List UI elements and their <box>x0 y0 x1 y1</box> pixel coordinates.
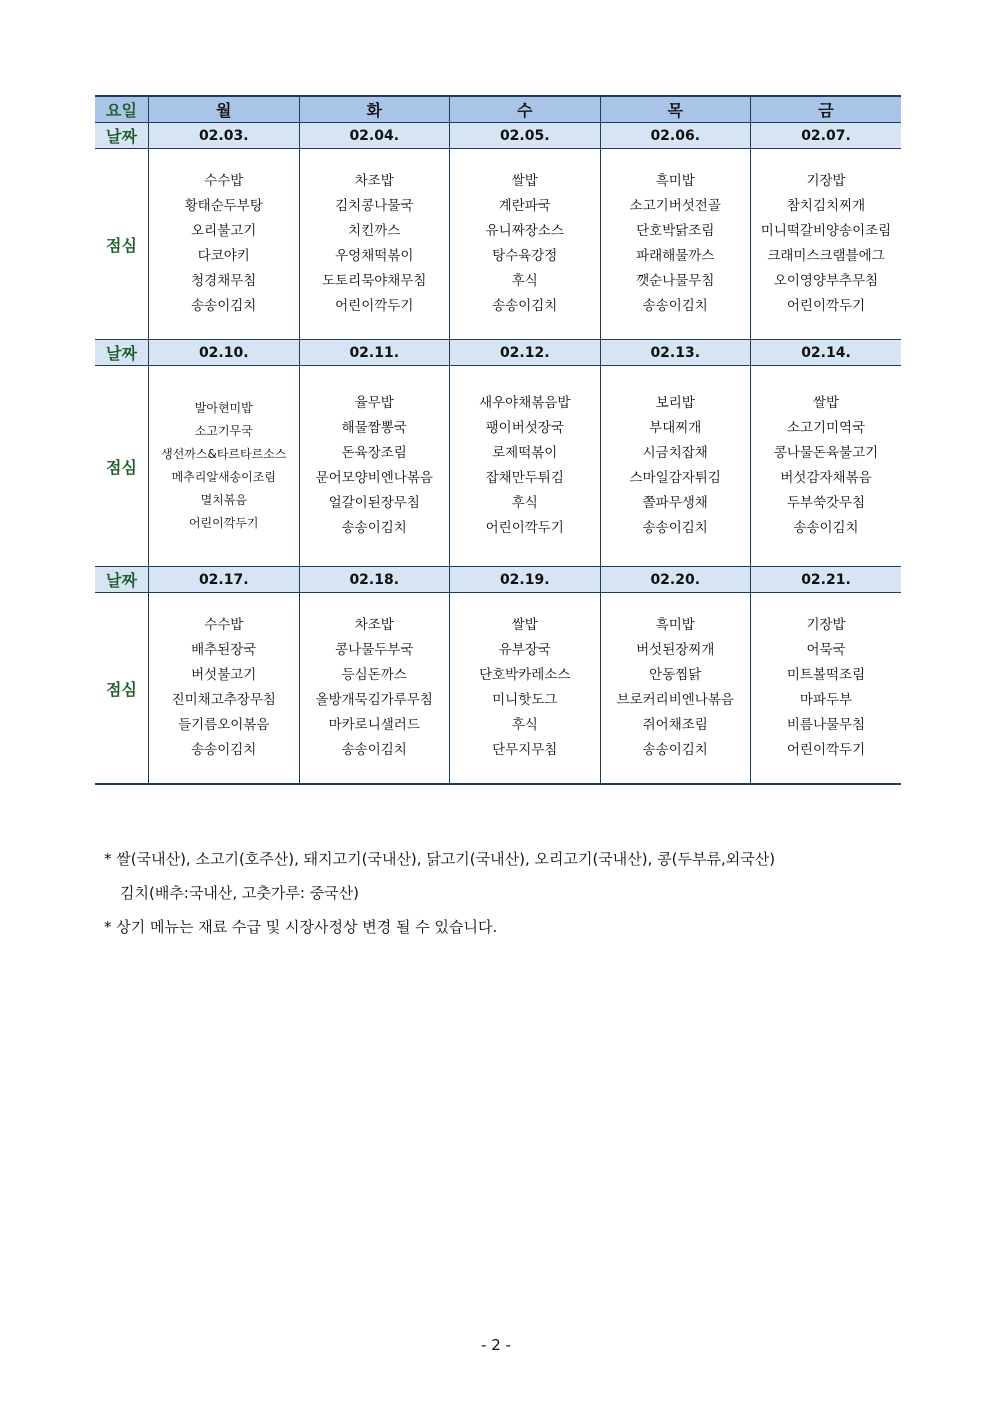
origin-note: * 쌀(국내산), 소고기(호주산), 돼지고기(국내산), 닭고기(국내산), 오리고기(국내산), 콩(두부류,외국산) <box>104 850 776 868</box>
menu-item: 콩나물두부국 <box>335 642 414 658</box>
menu-item: 송송이김치 <box>191 298 257 314</box>
menu-item: 비름나물무침 <box>786 717 866 733</box>
menu-item: 어린이깍두기 <box>335 298 414 314</box>
menu-item: 들기름오이볶음 <box>178 717 270 733</box>
menu-cell <box>600 593 751 785</box>
menu-item: 송송이김치 <box>642 298 708 314</box>
menu-item: 도토리묵야채무침 <box>322 273 427 289</box>
menu-cell <box>299 593 450 785</box>
menu-item: 기장밥 <box>806 173 846 189</box>
menu-item-list <box>450 169 600 319</box>
menu-item: 소고기버섯전골 <box>629 198 721 214</box>
menu-item: 올방개묵김가루무침 <box>315 692 433 708</box>
date-cell: 02.14. <box>751 340 902 366</box>
menu-item-list <box>751 613 901 763</box>
menu-item: 배추된장국 <box>191 642 257 658</box>
menu-item: 유부장국 <box>498 642 551 658</box>
menu-item: 브로커리비엔나볶음 <box>616 692 734 708</box>
date-row-label: 날짜 <box>95 123 149 149</box>
menu-cell <box>149 149 300 340</box>
menu-cell <box>450 149 601 340</box>
lunch-row <box>95 593 901 785</box>
menu-cell <box>450 366 601 567</box>
menu-cell <box>751 366 902 567</box>
menu-item-list <box>601 391 751 541</box>
menu-cell <box>600 366 751 567</box>
menu-item-list <box>751 391 901 541</box>
date-cell: 02.19. <box>450 567 601 593</box>
menu-item: 오리불고기 <box>191 223 257 239</box>
menu-item: 쌀밥 <box>511 173 538 189</box>
notes <box>104 842 775 944</box>
menu-item: 치킨까스 <box>348 223 401 239</box>
menu-item-list <box>149 613 299 763</box>
menu-item-list <box>450 613 600 763</box>
menu-item: 유니짜장소스 <box>485 223 564 239</box>
menu-item: 소고기미역국 <box>786 420 866 436</box>
date-cell: 02.11. <box>299 340 450 366</box>
menu-item: 파래해물까스 <box>636 248 715 264</box>
menu-item: 시금치잡채 <box>642 445 708 461</box>
menu-item: 로제떡볶이 <box>492 445 558 461</box>
day-header: 월 <box>149 96 300 123</box>
menu-item: 어린이깍두기 <box>485 520 564 536</box>
menu-cell <box>751 593 902 785</box>
menu-item-list <box>450 391 600 541</box>
menu-item: 크래미스크램블에그 <box>767 248 885 264</box>
date-cell: 02.07. <box>751 123 902 149</box>
menu-item: 쫄파무생채 <box>642 495 708 511</box>
date-row-label: 날짜 <box>95 567 149 593</box>
date-row <box>95 340 901 366</box>
menu-item: 수수밥 <box>204 173 244 189</box>
date-cell: 02.18. <box>299 567 450 593</box>
menu-item: 우엉채떡볶이 <box>335 248 414 264</box>
menu-item: 메추리알새송이조림 <box>171 470 276 484</box>
menu-item: 어묵국 <box>806 642 846 658</box>
date-row-label: 날짜 <box>95 340 149 366</box>
menu-item: 쥐어채조림 <box>642 717 708 733</box>
lunch-row <box>95 366 901 567</box>
day-header: 화 <box>299 96 450 123</box>
menu-item: 쌀밥 <box>812 395 840 411</box>
day-header-label: 요일 <box>95 96 149 123</box>
menu-cell <box>299 366 450 567</box>
date-cell: 02.05. <box>450 123 601 149</box>
menu-cell <box>149 366 300 567</box>
menu-item: 오이영양부추무침 <box>773 273 879 289</box>
menu-item: 단무지무침 <box>492 742 558 758</box>
menu-item: 미니떡갈비양송이조림 <box>760 223 892 239</box>
menu-item: 해물짬뽕국 <box>341 420 407 436</box>
menu-item: 송송이김치 <box>492 298 558 314</box>
date-row <box>95 567 901 593</box>
menu-cell <box>149 593 300 785</box>
date-row <box>95 123 901 149</box>
date-cell: 02.13. <box>600 340 751 366</box>
menu-cell <box>299 149 450 340</box>
menu-item: 발아현미밥 <box>194 401 253 415</box>
menu-item: 생선까스&타르타르소스 <box>161 447 287 461</box>
menu-item: 마카로니샐러드 <box>328 717 420 733</box>
date-cell: 02.21. <box>751 567 902 593</box>
menu-item: 깻순나물무침 <box>636 273 715 289</box>
menu-item-list <box>300 391 450 541</box>
header-row <box>95 96 901 123</box>
menu-item: 율무밥 <box>354 395 394 411</box>
menu-item: 미트볼떡조림 <box>786 667 866 683</box>
menu-item: 어린이깍두기 <box>188 516 259 530</box>
day-header: 목 <box>600 96 751 123</box>
menu-item: 송송이김치 <box>642 520 708 536</box>
menu-item: 흑미밥 <box>655 617 695 633</box>
menu-item: 기장밥 <box>806 617 846 633</box>
menu-item: 스마일감자튀김 <box>629 470 721 486</box>
menu-item: 쌀밥 <box>511 617 538 633</box>
menu-item: 송송이김치 <box>191 742 257 758</box>
menu-item: 버섯불고기 <box>191 667 257 683</box>
lunch-row-label: 점심 <box>95 149 149 340</box>
menu-item: 다코야키 <box>197 248 250 264</box>
menu-item-list <box>751 169 901 319</box>
menu-item: 참치김치찌개 <box>786 198 866 214</box>
menu-item: 차조밥 <box>354 173 394 189</box>
menu-item: 안동찜닭 <box>649 667 702 683</box>
menu-item-list <box>149 169 299 319</box>
menu-item: 단호박닭조림 <box>636 223 715 239</box>
menu-item: 소고기무국 <box>194 424 253 438</box>
menu-item: 황태순두부탕 <box>184 198 263 214</box>
menu-item: 수수밥 <box>204 617 244 633</box>
date-cell: 02.17. <box>149 567 300 593</box>
menu-item: 팽이버섯장국 <box>485 420 564 436</box>
menu-item: 진미채고추장무침 <box>171 692 276 708</box>
menu-item: 얼갈이된장무침 <box>328 495 420 511</box>
menu-cell <box>600 149 751 340</box>
meal-menu-table <box>95 95 901 785</box>
menu-item: 어린이깍두기 <box>786 742 866 758</box>
menu-item-list <box>601 169 751 319</box>
menu-item: 새우야채볶음밥 <box>479 395 571 411</box>
date-cell: 02.04. <box>299 123 450 149</box>
menu-item: 후식 <box>511 273 538 289</box>
menu-cell <box>751 149 902 340</box>
menu-item: 차조밥 <box>354 617 394 633</box>
menu-item: 돈육장조림 <box>341 445 407 461</box>
menu-item-list <box>300 613 450 763</box>
menu-item: 등심돈까스 <box>341 667 407 683</box>
menu-change-note: * 상기 메뉴는 재료 수급 및 시장사정상 변경 될 수 있습니다. <box>104 918 498 936</box>
menu-item: 버섯된장찌개 <box>636 642 715 658</box>
menu-item: 버섯감자채볶음 <box>780 470 872 486</box>
menu-item: 후식 <box>511 717 538 733</box>
menu-item-list <box>300 169 450 319</box>
menu-item: 부대찌개 <box>649 420 702 436</box>
lunch-row-label: 점심 <box>95 593 149 785</box>
menu-item: 김치콩나물국 <box>335 198 414 214</box>
menu-item: 흑미밥 <box>655 173 695 189</box>
date-cell: 02.20. <box>600 567 751 593</box>
date-cell: 02.10. <box>149 340 300 366</box>
menu-item: 보리밥 <box>655 395 695 411</box>
kimchi-origin-note: 김치(배추:국내산, 고춧가루: 중국산) <box>120 884 359 902</box>
menu-item: 후식 <box>511 495 538 511</box>
menu-item: 계란파국 <box>498 198 551 214</box>
menu-item: 문어모양비엔나볶음 <box>315 470 433 486</box>
date-cell: 02.03. <box>149 123 300 149</box>
menu-item: 송송이김치 <box>341 520 407 536</box>
day-header: 수 <box>450 96 601 123</box>
menu-item: 잡채만두튀김 <box>485 470 564 486</box>
menu-item: 멸치볶음 <box>200 493 247 507</box>
date-cell: 02.12. <box>450 340 601 366</box>
menu-item: 콩나물돈육불고기 <box>773 445 879 461</box>
menu-item: 단호박카레소스 <box>479 667 571 683</box>
lunch-row-label: 점심 <box>95 366 149 567</box>
menu-item: 청경채무침 <box>191 273 257 289</box>
menu-item: 마파두부 <box>799 692 853 708</box>
menu-item: 송송이김치 <box>793 520 859 536</box>
menu-item: 탕수육강정 <box>492 248 558 264</box>
menu-item: 송송이김치 <box>642 742 708 758</box>
menu-item-list <box>601 613 751 763</box>
lunch-row <box>95 149 901 340</box>
menu-item: 미니핫도그 <box>492 692 558 708</box>
page-number: - 2 - <box>481 1336 511 1354</box>
date-cell: 02.06. <box>600 123 751 149</box>
menu-cell <box>450 593 601 785</box>
menu-item: 어린이깍두기 <box>786 298 866 314</box>
day-header: 금 <box>751 96 902 123</box>
menu-item: 송송이김치 <box>341 742 407 758</box>
menu-item-list <box>149 397 299 535</box>
menu-item: 두부쑥갓무침 <box>786 495 866 511</box>
